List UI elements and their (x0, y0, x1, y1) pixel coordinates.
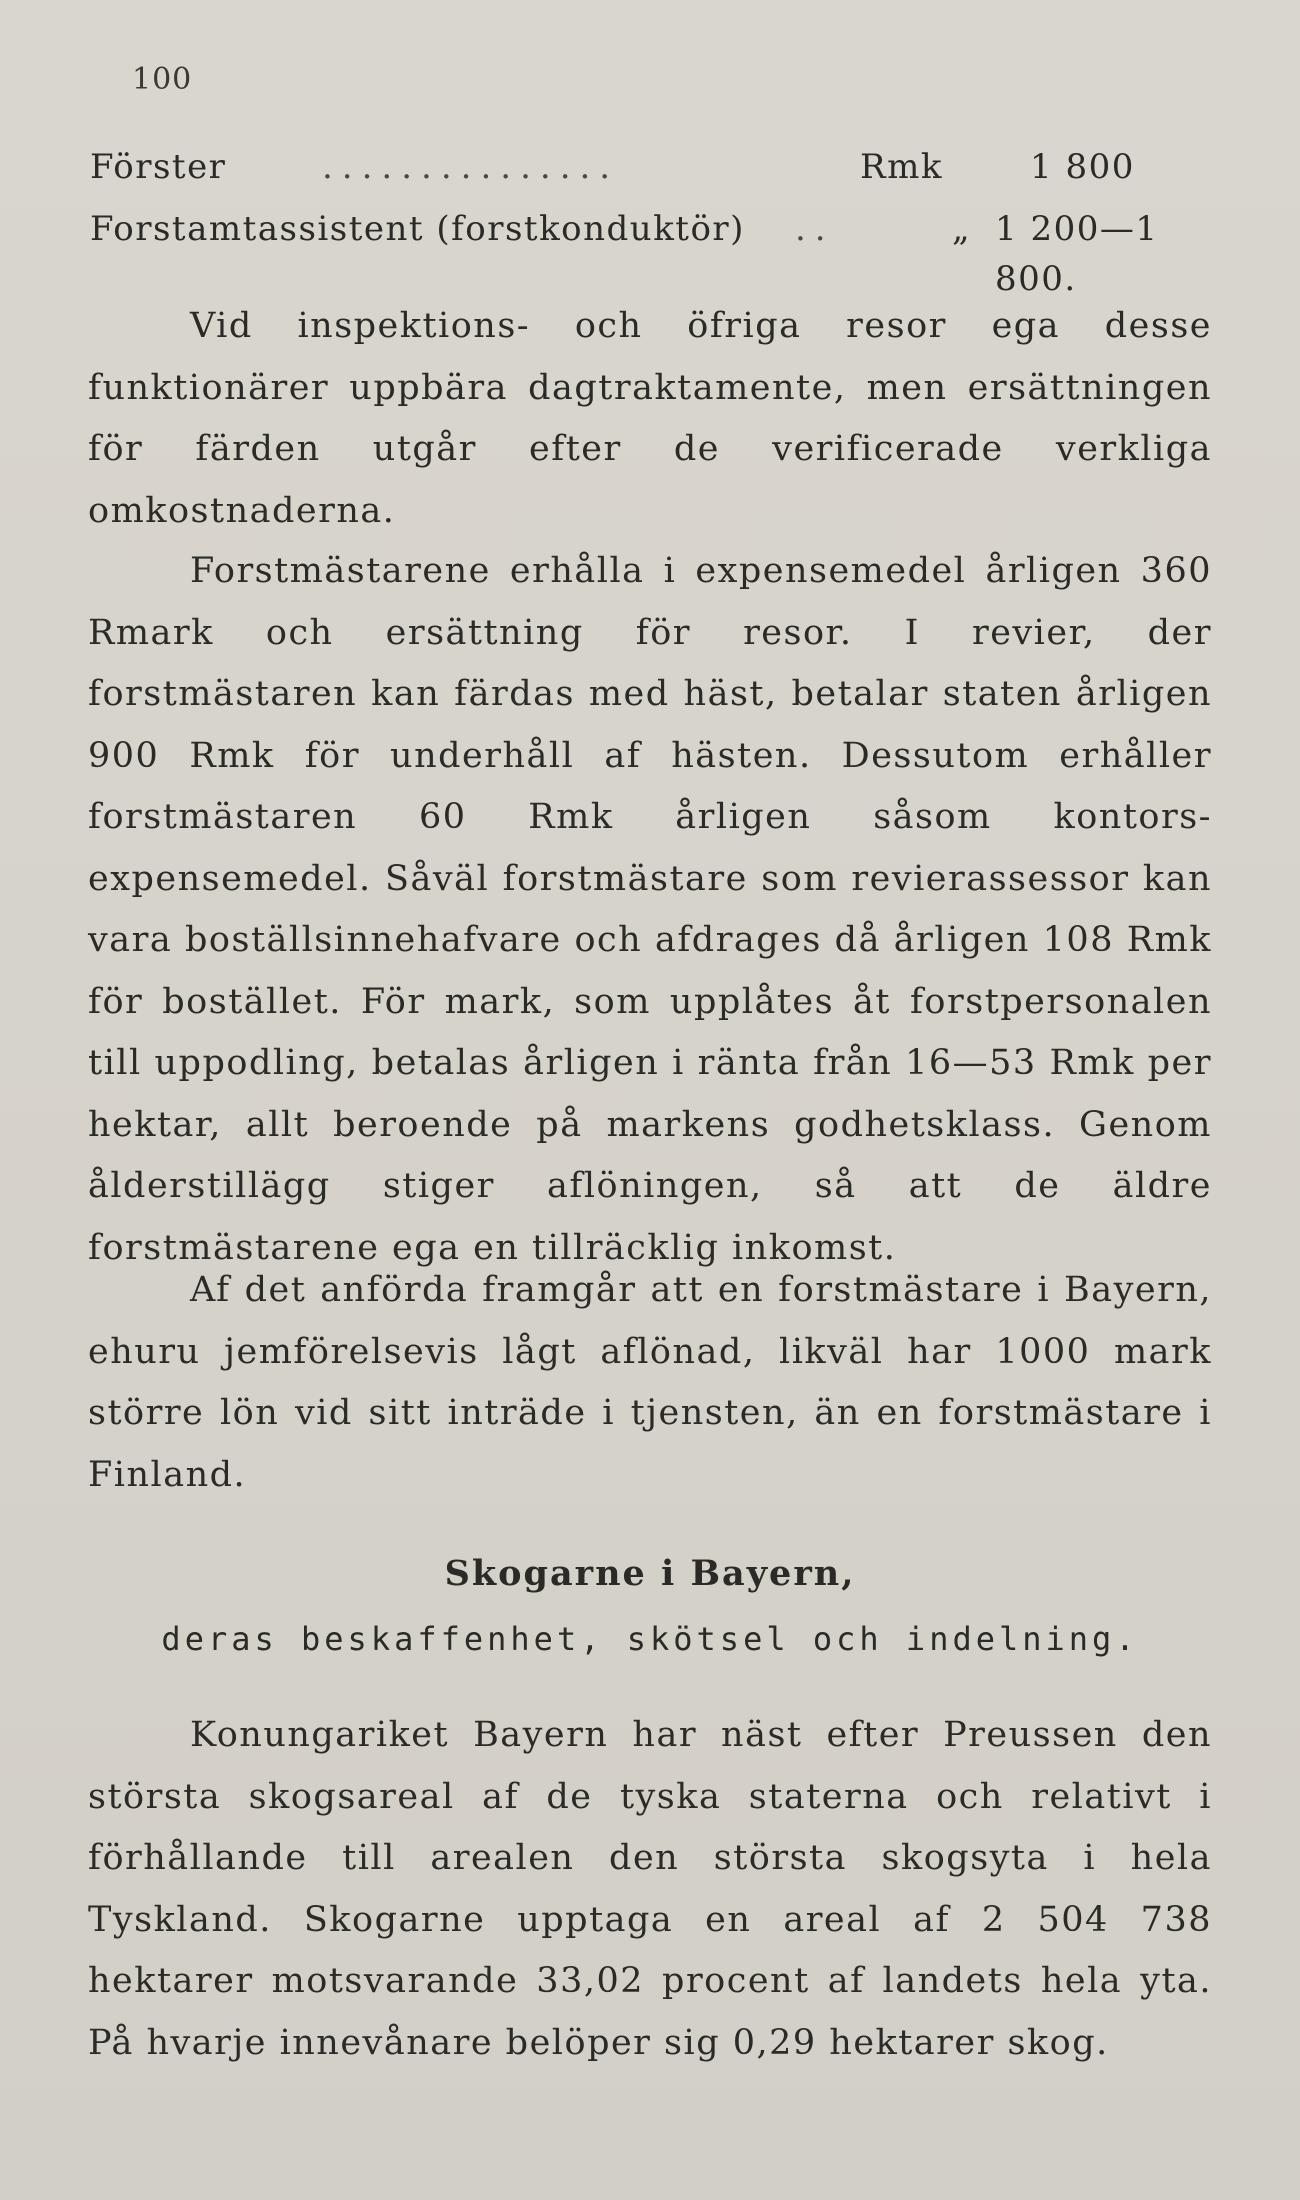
section-heading: Skogarne i Bayern, (444, 1553, 856, 1594)
paragraph-salary-comparison: Af det anförda framgår att en forstmästare i Bayern, ehuru jemförelsevis lågt aflönad, likväl har 1000 mark större lön vid sitt inträde i tjensten, än en forstmästare i Finland. (88, 1270, 1212, 1495)
salary-amount: 1 200—1 800. (995, 209, 1159, 299)
leader-dots: ............... (322, 147, 620, 187)
page-number: 100 (132, 62, 193, 97)
salary-row-forster (90, 142, 1190, 192)
salary-title: Förster (90, 147, 227, 187)
paragraph-forstmastare-expenses: Forstmästarene erhålla i expensemedel årligen 360 Rmark och ersättning för resor. I revier, der forstmästaren kan färdas med häst, betalar staten årligen 900 Rmk för underhåll af hästen. Dessutom erhåller forstmästaren 60 Rmk årligen såsom kontors-expensemedel. Såväl forstmästare som revierassessor kan vara boställsinnehafvare och afdrages då årligen 108 Rmk för bostället. För mark, som upplåtes åt forstpersonalen till uppodling, betalas årligen i ränta från 16—53 Rmk per hektar, allt beroende på markens godhetsklass. Genom ålderstillägg stiger aflöningen, så att de äldre forstmästarene ega en tillräcklig inkomst. (88, 551, 1212, 1268)
salary-amount: 1 800 (1030, 147, 1135, 187)
salary-title: Forstamtassistent (forstkonduktör) (90, 209, 745, 249)
section-subheading: deras beskaffenhet, skötsel och indelning. (161, 1620, 1139, 1658)
salary-unit: Rmk (860, 147, 943, 187)
paragraph-bayern-forest-area: Konungariket Bayern har näst efter Preussen den största skogsareal af de tyska staterna och relativt i förhållande till arealen den största skogsyta i hela Tyskland. Skogarne upptaga en areal af 2 504 738 hektarer motsvarande 33,02 procent af landets hela yta. På hvarje innevånare belöper sig 0,29 hektarer skog. (88, 1715, 1212, 2063)
leader-dots: .. (795, 209, 835, 249)
paragraph-travel-allowance: Vid inspektions- och öfriga resor ega desse funktionärer uppbära dagtraktamente, men ersättningen för färden utgår efter de verificerade verkliga omkostnaderna. (88, 306, 1212, 531)
salary-row-forstamtassistent (90, 204, 1190, 299)
salary-unit: „ (952, 209, 972, 249)
